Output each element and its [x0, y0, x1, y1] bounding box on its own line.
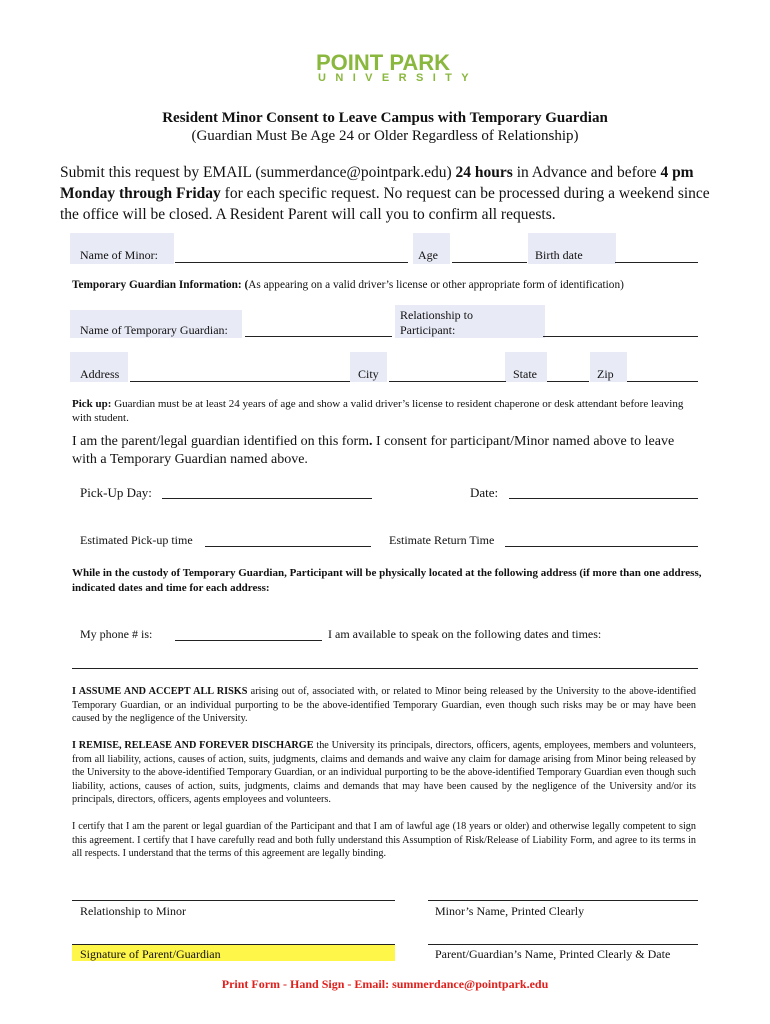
- logo-subtitle: UNIVERSITY: [318, 72, 479, 84]
- guardian-name-label: Name of Temporary Guardian:: [80, 323, 228, 337]
- release-paragraph: I REMISE, RELEASE AND FOREVER DISCHARGE the University its principals, directors, officers, agents, employees, members and volunteers, from all liability, actions, causes of action, suits, judgments, claims and demands and waive any claim for damage arising from Minor being released by the University to the above-identified Temporary Guardian, or an individual purporting to be the above-identified Temporary Guardian even though such liability, actions, causes of action, suits, judgments, claims and demands that may have been caused by the negligence of the University and/or its principals, directors, officers, agents employees and volunteers.: [72, 740, 696, 806]
- pickup-day-label: Pick-Up Day:: [80, 485, 152, 500]
- parent-name-signature-line[interactable]: [428, 944, 698, 945]
- date-field[interactable]: [509, 498, 698, 499]
- phone-label: My phone # is:: [80, 627, 153, 641]
- minor-name-signature-line[interactable]: [428, 900, 698, 901]
- state-field[interactable]: [547, 381, 589, 382]
- address-field[interactable]: [130, 381, 350, 382]
- date-label: Date:: [470, 485, 499, 500]
- state-label: State: [513, 367, 537, 381]
- zip-label: Zip: [597, 367, 614, 381]
- custody-note: While in the custody of Temporary Guardian, Participant will be physically located at the following address (if more than one address, indicated dates and time for each address:: [72, 567, 702, 594]
- city-label: City: [358, 367, 379, 381]
- city-field[interactable]: [389, 381, 506, 382]
- relationship-signature-line[interactable]: [72, 900, 395, 901]
- parent-signature-line[interactable]: [72, 944, 395, 945]
- footer-instructions: Print Form - Hand Sign - Email: summerdance@pointpark.edu: [221, 977, 549, 991]
- page-subtitle: (Guardian Must Be Age 24 or Older Regardless of Relationship): [191, 128, 579, 144]
- relationship-to-minor-label: Relationship to Minor: [80, 904, 186, 918]
- birth-date-field[interactable]: [615, 262, 698, 263]
- relationship-label-line2: Participant:: [400, 323, 456, 337]
- pickup-day-field[interactable]: [162, 498, 372, 499]
- phone-field[interactable]: [175, 640, 322, 641]
- return-time-field[interactable]: [505, 546, 698, 547]
- availability-label: I am available to speak on the following dates and times:: [328, 627, 602, 641]
- minor-name-label: Name of Minor:: [80, 248, 158, 262]
- assume-risks-paragraph: I ASSUME AND ACCEPT ALL RISKS arising out of, associated with, or related to Minor being released by the University to the above-identified Temporary Guardian, or an individual purporting to be the above-identified Temporary Guardian, even though such risks may be or may have been caused by the negligence of the University.: [72, 686, 696, 725]
- minor-printed-name-label: Minor’s Name, Printed Clearly: [435, 904, 585, 918]
- age-label: Age: [418, 248, 438, 262]
- relationship-field[interactable]: [543, 336, 698, 337]
- guardian-info-heading: Temporary Guardian Information: (As appearing on a valid driver’s license or other appropriate form of identification): [72, 279, 624, 291]
- minor-name-field[interactable]: [175, 262, 408, 263]
- return-time-label: Estimate Return Time: [389, 533, 495, 547]
- relationship-label-line1: Relationship to: [400, 308, 473, 322]
- pickup-note: Pick up: Guardian must be at least 24 years of age and show a valid driver’s license to resident chaperone or desk attendant before leaving with student.: [72, 398, 684, 424]
- age-field[interactable]: [452, 262, 527, 263]
- parent-printed-name-label: Parent/Guardian’s Name, Printed Clearly & Date: [435, 947, 671, 961]
- address-label: Address: [80, 367, 120, 381]
- pickup-time-label: Estimated Pick-up time: [80, 533, 193, 547]
- consent-statement: I am the parent/legal guardian identified on this form. I consent for participant/Minor named above to leave with a Temporary Guardian named above.: [72, 434, 675, 467]
- certify-paragraph: I certify that I am the parent or legal guardian of the Participant and that I am of lawful age (18 years or older) and otherwise legally competent to sign this agreement. I certify that I have carefully read and both fully understand this Assumption of Risk/Release of Liability Form, and agree to its terms in all respects. I understand that the terms of this agreement are legally binding.: [72, 821, 696, 860]
- availability-field[interactable]: [72, 668, 698, 669]
- parent-signature-label: Signature of Parent/Guardian: [80, 947, 221, 961]
- guardian-name-field[interactable]: [245, 336, 392, 337]
- intro-paragraph: Submit this request by EMAIL (summerdance@pointpark.edu) 24 hours in Advance and before 4 pm Monday through Friday for each specific request. No request can be processed during a weekend since the office will be closed. A Resident Parent will call you to confirm all requests.: [60, 164, 710, 223]
- birth-date-label: Birth date: [535, 248, 583, 262]
- pickup-time-field[interactable]: [205, 546, 371, 547]
- logo-wordmark: POINT PARK: [316, 50, 451, 75]
- zip-field[interactable]: [627, 381, 698, 382]
- page-title: Resident Minor Consent to Leave Campus with Temporary Guardian: [162, 110, 608, 126]
